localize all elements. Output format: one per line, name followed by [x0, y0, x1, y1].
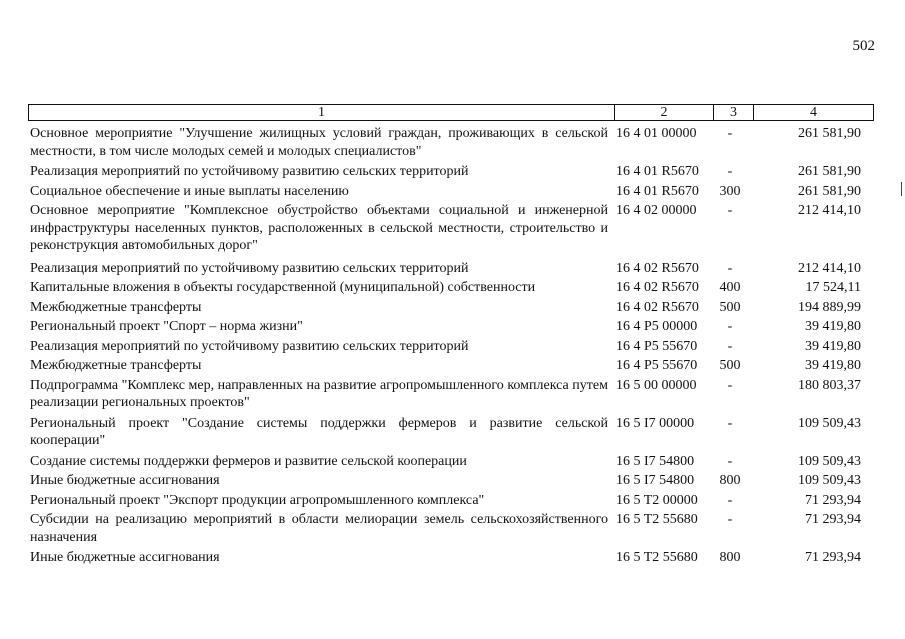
row-amount: 212 414,10 — [798, 260, 861, 276]
table-row — [30, 299, 873, 319]
row-code: 16 5 I7 54800 — [616, 473, 695, 488]
table-body — [30, 125, 873, 569]
row-name: Субсидии на реализацию мероприятий в области мелиорации земель сельскохозяйственного назначения — [30, 512, 608, 545]
table-row — [30, 202, 873, 260]
row-type: - — [727, 338, 733, 354]
table-header — [28, 104, 874, 121]
row-name: Подпрограмма "Комплекс мер, направленных на развитие агропромышленного комплекса путем реализации региональных проектов" — [30, 377, 608, 410]
row-amount: 261 581,90 — [798, 126, 861, 141]
table-row — [30, 357, 873, 377]
row-name: Региональный проект "Экспорт продукции агропромышленного комплекса" — [30, 492, 485, 508]
table-row — [30, 415, 873, 453]
table-row — [30, 453, 873, 473]
table-row — [30, 163, 873, 183]
row-type: 300 — [719, 183, 741, 199]
row-name: Капитальные вложения в объекты государственной (муниципальной) собственности — [30, 280, 536, 295]
row-type: - — [727, 512, 733, 527]
row-name: Реализация мероприятий по устойчивому развитию сельских территорий — [30, 338, 469, 354]
row-code: 16 4 01 R5670 — [616, 183, 699, 199]
row-type: - — [727, 164, 733, 179]
table-row — [30, 549, 873, 569]
row-amount: 212 414,10 — [798, 203, 861, 218]
table-row — [30, 260, 873, 280]
row-code: 16 4 P5 55670 — [616, 358, 698, 373]
header-col-3: 3 — [714, 105, 754, 120]
row-amount: 71 293,94 — [805, 492, 861, 508]
row-amount: 261 581,90 — [798, 164, 861, 179]
row-code: 16 5 T2 00000 — [616, 492, 698, 508]
table-row — [30, 472, 873, 492]
table-row — [30, 338, 873, 358]
row-code: 16 4 02 R5670 — [616, 280, 699, 295]
row-type: - — [727, 203, 733, 218]
row-type: - — [727, 415, 733, 431]
row-type: 800 — [719, 473, 741, 488]
row-amount: 39 419,80 — [805, 319, 861, 334]
row-type: 500 — [719, 358, 741, 373]
row-type: 500 — [719, 299, 741, 315]
row-code: 16 4 02 R5670 — [616, 299, 699, 315]
row-amount: 71 293,94 — [805, 512, 861, 527]
row-amount: 71 293,94 — [805, 550, 861, 565]
row-amount: 109 509,43 — [798, 473, 861, 488]
row-amount: 109 509,43 — [798, 415, 861, 431]
header-col-2: 2 — [615, 105, 714, 120]
row-amount: 39 419,80 — [805, 338, 861, 354]
row-type: - — [727, 319, 733, 334]
row-code: 16 5 T2 55680 — [616, 512, 698, 527]
row-amount: 39 419,80 — [805, 358, 861, 373]
row-code: 16 4 P5 55670 — [616, 338, 698, 354]
row-name: Межбюджетные трансферты — [30, 299, 202, 315]
row-code: 16 5 I7 54800 — [616, 453, 695, 469]
row-name: Региональный проект "Создание системы поддержки фермеров и развитие сельской кооперации" — [30, 415, 608, 448]
row-code: 16 5 I7 00000 — [616, 415, 695, 431]
row-type: - — [727, 453, 733, 469]
table-row — [30, 125, 873, 163]
row-code: 16 4 02 R5670 — [616, 260, 699, 276]
table-row — [30, 511, 873, 549]
row-amount: 180 803,37 — [798, 377, 861, 393]
row-amount: 261 581,90 — [798, 183, 861, 199]
row-name: Реализация мероприятий по устойчивому развитию сельских территорий — [30, 164, 469, 179]
row-code: 16 4 P5 00000 — [616, 319, 698, 334]
row-name: Создание системы поддержки фермеров и развитие сельской кооперации — [30, 453, 467, 469]
row-name: Реализация мероприятий по устойчивому развитию сельских территорий — [30, 260, 469, 276]
table-row — [30, 318, 873, 338]
row-code: 16 4 01 R5670 — [616, 164, 699, 179]
row-amount: 17 524,11 — [805, 280, 861, 295]
row-code: 16 5 T2 55680 — [616, 550, 698, 565]
row-name: Региональный проект "Спорт – норма жизни" — [30, 319, 303, 334]
table-row — [30, 279, 873, 299]
row-name: Социальное обеспечение и иные выплаты населению — [30, 183, 349, 199]
row-type: - — [727, 492, 733, 508]
row-name: Межбюджетные трансферты — [30, 358, 202, 373]
row-type: - — [727, 260, 733, 276]
row-name: Основное мероприятие "Комплексное обустройство объектами социальной и инженерной инфраструктуры населенных пунктов, расположенных в сельской местности, строительство и реконструкция автомобильных дорог" — [30, 203, 608, 253]
row-name: Основное мероприятие "Улучшение жилищных условий граждан, проживающих в сельской местности, в том числе молодых семей и молодых специалистов" — [30, 126, 608, 159]
row-type: 400 — [719, 280, 741, 295]
row-type: - — [727, 126, 733, 141]
row-code: 16 4 02 00000 — [616, 203, 697, 218]
row-name: Иные бюджетные ассигнования — [30, 473, 220, 488]
table-row — [30, 492, 873, 512]
row-amount: 194 889,99 — [798, 299, 861, 315]
scan-margin-mark — [901, 182, 902, 196]
row-code: 16 4 01 00000 — [616, 126, 697, 141]
row-name: Иные бюджетные ассигнования — [30, 550, 220, 565]
row-type: - — [727, 377, 733, 393]
row-code: 16 5 00 00000 — [616, 377, 697, 393]
table-row — [30, 377, 873, 415]
row-amount: 109 509,43 — [798, 453, 861, 469]
header-col-1: 1 — [29, 105, 615, 120]
page-number: 502 — [852, 38, 875, 54]
header-col-4: 4 — [810, 105, 817, 120]
table-row — [30, 183, 873, 203]
row-type: 800 — [719, 550, 741, 565]
